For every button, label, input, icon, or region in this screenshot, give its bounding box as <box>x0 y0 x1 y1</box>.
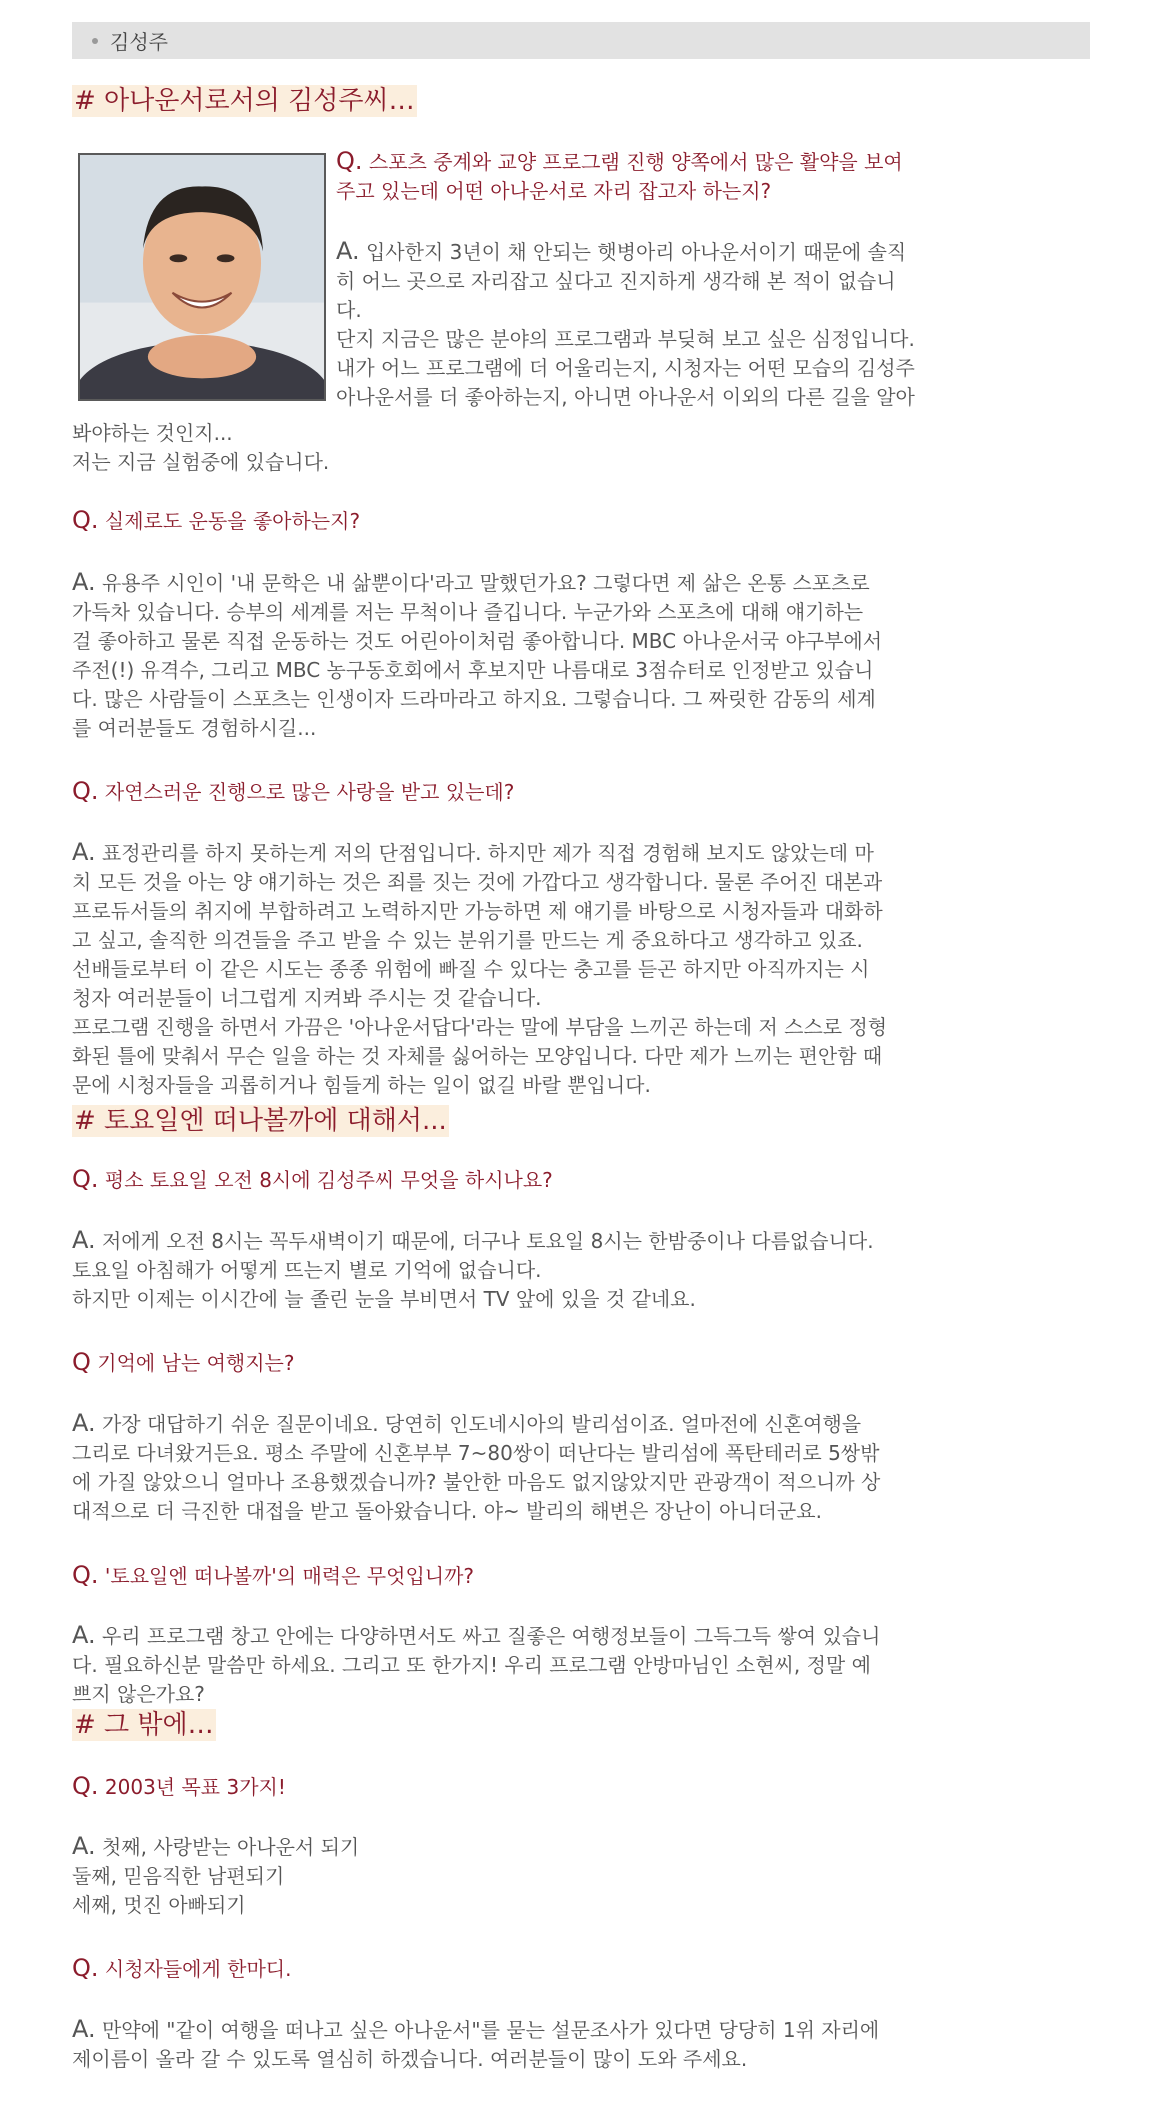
section-heading-announcer: # 아나운서로서의 김성주씨… <box>74 86 415 116</box>
portrait-illustration <box>80 155 324 399</box>
question-8: Q. 시청자들에게 한마디. <box>72 1954 292 1982</box>
answer-4: A. 저에게 오전 8시는 꼭두새벽이기 때문에, 더구나 토요일 8시는 한밤중이나 다름없습니다. 토요일 아침해가 어떻게 뜨는지 별로 기억에 없습니다. 하지만 이제는 이시간에 늘 졸린 눈을 부비면서 TV 앞에 있을 것 같네요. <box>72 1226 874 1311</box>
name-header-bar <box>72 22 1090 59</box>
answer-7: A. 첫째, 사랑받는 아나운서 되기 둘째, 믿음직한 남편되기 세째, 멋진 아빠되기 <box>72 1832 360 1917</box>
answer-1-part2: 봐야하는 것인지... 저는 지금 실험중에 있습니다. <box>72 421 330 474</box>
answer-6: A. 우리 프로그램 창고 안에는 다양하면서도 싸고 질좋은 여행정보들이 그득그득 쌓여 있습니 다. 필요하신분 말씀만 하세요. 그리고 또 한가지! 우리 프로그램 안방마님인 소현씨, 정말 예 쁘지 않은가요? <box>72 1621 881 1706</box>
question-7: Q. 2003년 목표 3가지! <box>72 1772 286 1800</box>
answer-3: A. 표정관리를 하지 못하는게 저의 단점입니다. 하지만 제가 직접 경험해 보지도 않았는데 마 치 모든 것을 아는 양 얘기하는 것은 죄를 짓는 것에 가깝다고 생각합니다. 물론 주어진 대본과 프로듀서들의 취지에 부합하려고 노력하지만 가능하면 제 얘기를 바탕으로 시청자들과 대화하 고 싶고, 솔직한 의견들을 주고 받을 수 있는 분위기를 만드는 게 중요하다고 생각하고 있죠. 선배들로부터 이 같은 시도는 종종 위험에 빠질 수 있다는 충고를 듣곤 하지만 아직까지는 시 청자 여러분들이 너그럽게 지켜봐 주시는 것 같습니다. 프로그램 진행을 하면서 가끔은 '아나운서답다'라는 말에 부담을 느끼곤 하는데 저 스스로 정형 화된 틀에 맞춰서 무슨 일을 하는 것 자체를 싫어하는 모양입니다. 다만 제가 느끼는 편안함 때 문에 시청자들을 괴롭히거나 힘들게 하는 일이 없길 바랄 뿐입니다. <box>72 838 888 1097</box>
section-heading-saturday: # 토요일엔 떠나볼까에 대해서... <box>74 1106 447 1136</box>
person-name: 김성주 <box>110 30 168 54</box>
answer-1-part1: A. 입사한지 3년이 채 안되는 햇병아리 아나운서이기 때문에 솔직 히 어느 곳으로 자리잡고 싶다고 진지하게 생각해 본 적이 없습니 다. 단지 지금은 많은 분야의 프로그램과 부딪혀 보고 싶은 심정입니다. 내가 어느 프로그램에 더 어울리는지, 시청자는 어떤 모습의 김성주 아나운서를 더 좋아하는지, 아니면 아나운서 이외의 다른 길을 알아 <box>336 237 915 409</box>
question-2: Q. 실제로도 운동을 좋아하는지? <box>72 506 361 534</box>
answer-8: A. 만약에 "같이 여행을 떠나고 싶은 아나운서"를 묻는 설문조사가 있다면 당당히 1위 자리에 제이름이 올라 갈 수 있도록 열심히 하겠습니다. 여러분들이 많이 도와 주세요. <box>72 2015 880 2071</box>
question-3: Q. 자연스러운 진행으로 많은 사랑을 받고 있는데? <box>72 777 515 805</box>
portrait-photo <box>78 153 326 401</box>
answer-5: A. 가장 대답하기 쉬운 질문이네요. 당연히 인도네시아의 발리섬이죠. 얼마전에 신혼여행을 그리로 다녀왔거든요. 평소 주말에 신혼부부 7~80쌍이 떠난다는 발리섬에 폭탄테러로 5쌍밖 에 가질 않았으니 얼마나 조용했겠습니까? 불안한 마음도 없지않았지만 관광객이 적으니까 상 대적으로 더 극진한 대접을 받고 돌아왔습니다. 야~ 발리의 해변은 장난이 아니더군요. <box>72 1409 881 1523</box>
answer-2: A. 유용주 시인이 '내 문학은 내 삶뿐이다'라고 말했던가요? 그렇다면 제 삶은 온통 스포츠로 가득차 있습니다. 승부의 세계를 저는 무척이나 즐깁니다. 누군가와 스포츠에 대해 얘기하는 걸 좋아하고 물론 직접 운동하는 것도 어린아이처럼 좋아합니다. MBC 아나운서국 야구부에서 주전(!) 유격수, 그리고 MBC 농구동호회에서 후보지만 나름대로 3점슈터로 인정받고 있습니 다. 많은 사람들이 스포츠는 인생이자 드라마라고 하지요. 그렇습니다. 그 짜릿한 감동의 세계 를 여러분들도 경험하시길... <box>72 568 883 740</box>
section-heading-others: # 그 밖에… <box>74 1710 214 1740</box>
question-1: Q. 스포츠 중계와 교양 프로그램 진행 양쪽에서 많은 활약을 보여 주고 있는데 어떤 아나운서로 자리 잡고자 하는지? <box>336 147 903 203</box>
question-6: Q. '토요일엔 떠나볼까'의 매력은 무엇입니까? <box>72 1561 475 1589</box>
bullet-icon <box>92 38 98 44</box>
question-4: Q. 평소 토요일 오전 8시에 김성주씨 무엇을 하시나요? <box>72 1165 553 1193</box>
question-5: Q 기억에 남는 여행지는? <box>72 1348 295 1376</box>
